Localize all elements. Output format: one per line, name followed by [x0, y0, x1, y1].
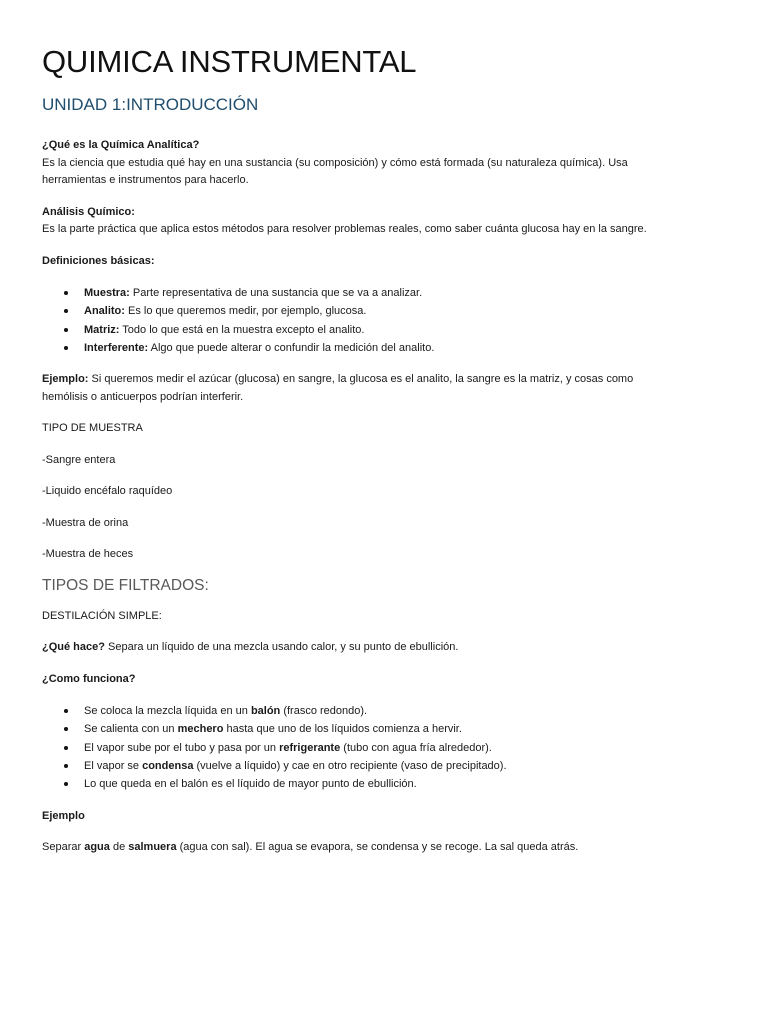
sample-type-item: -Muestra de orina	[42, 516, 129, 529]
list-item: Lo que queda en el balón es el líquido de mayor punto de ebullición.	[42, 775, 662, 793]
list-item: Se coloca la mezcla líquida en un balón (frasco redondo).	[42, 702, 662, 720]
question-heading: Análisis Químico:	[42, 205, 135, 218]
example-paragraph: Ejemplo: Si queremos medir el azúcar (glucosa) en sangre, la glucosa es el analito, la sangre es la matriz, y cosas como hemólisis o anticuerpos podrían interferir.	[42, 373, 634, 403]
what-paragraph: ¿Qué hace? Separa un líquido de una mezcla usando calor, y su punto de ebullición.	[42, 641, 459, 654]
example-heading: Ejemplo	[42, 809, 85, 822]
document-body	[42, 137, 662, 857]
example-paragraph: Separar agua de salmuera (agua con sal). El agua se evapora, se condensa y se recoge. La sal queda atrás.	[42, 841, 579, 854]
list-item: Analito: Es lo que queremos medir, por ejemplo, glucosa.	[42, 302, 662, 320]
paragraph: Es la ciencia que estudia qué hay en una sustancia (su composición) y cómo está formada (su naturaleza química). Usa herramientas e instrumentos para hacerlo.	[42, 156, 628, 186]
sample-type-item: -Sangre entera	[42, 453, 116, 466]
unit-heading: UNIDAD 1:INTRODUCCIÓN	[42, 95, 259, 114]
list-item: Se calienta con un mechero hasta que uno de los líquidos comienza a hervir.	[42, 720, 662, 738]
sample-types-heading: TIPO DE MUESTRA	[42, 422, 143, 435]
steps-list	[42, 702, 662, 793]
list-item: Matriz: Todo lo que está en la muestra excepto el analito.	[42, 321, 662, 339]
list-item: El vapor se condensa (vuelve a líquido) y cae en otro recipiente (vaso de precipitado).	[42, 757, 662, 775]
document-title: QUIMICA INSTRUMENTAL	[42, 44, 417, 79]
paragraph: Es la parte práctica que aplica estos métodos para resolver problemas reales, como saber cuánta glucosa hay en la sangre.	[42, 223, 647, 235]
filtrados-heading: TIPOS DE FILTRADOS:	[42, 576, 209, 594]
definitions-list	[42, 284, 662, 357]
definitions-heading: Definiciones básicas:	[42, 254, 155, 267]
sample-type-item: -Liquido encéfalo raquídeo	[42, 485, 173, 498]
sample-type-item: -Muestra de heces	[42, 548, 134, 561]
how-heading: ¿Como funciona?	[42, 672, 136, 685]
destilacion-heading: DESTILACIÓN SIMPLE:	[42, 609, 162, 622]
list-item: Muestra: Parte representativa de una sustancia que se va a analizar.	[42, 284, 662, 302]
list-item: El vapor sube por el tubo y pasa por un refrigerante (tubo con agua fría alrededor).	[42, 739, 662, 757]
question-heading: ¿Qué es la Química Analítica?	[42, 139, 200, 151]
list-item: Interferente: Algo que puede alterar o confundir la medición del analito.	[42, 339, 662, 357]
